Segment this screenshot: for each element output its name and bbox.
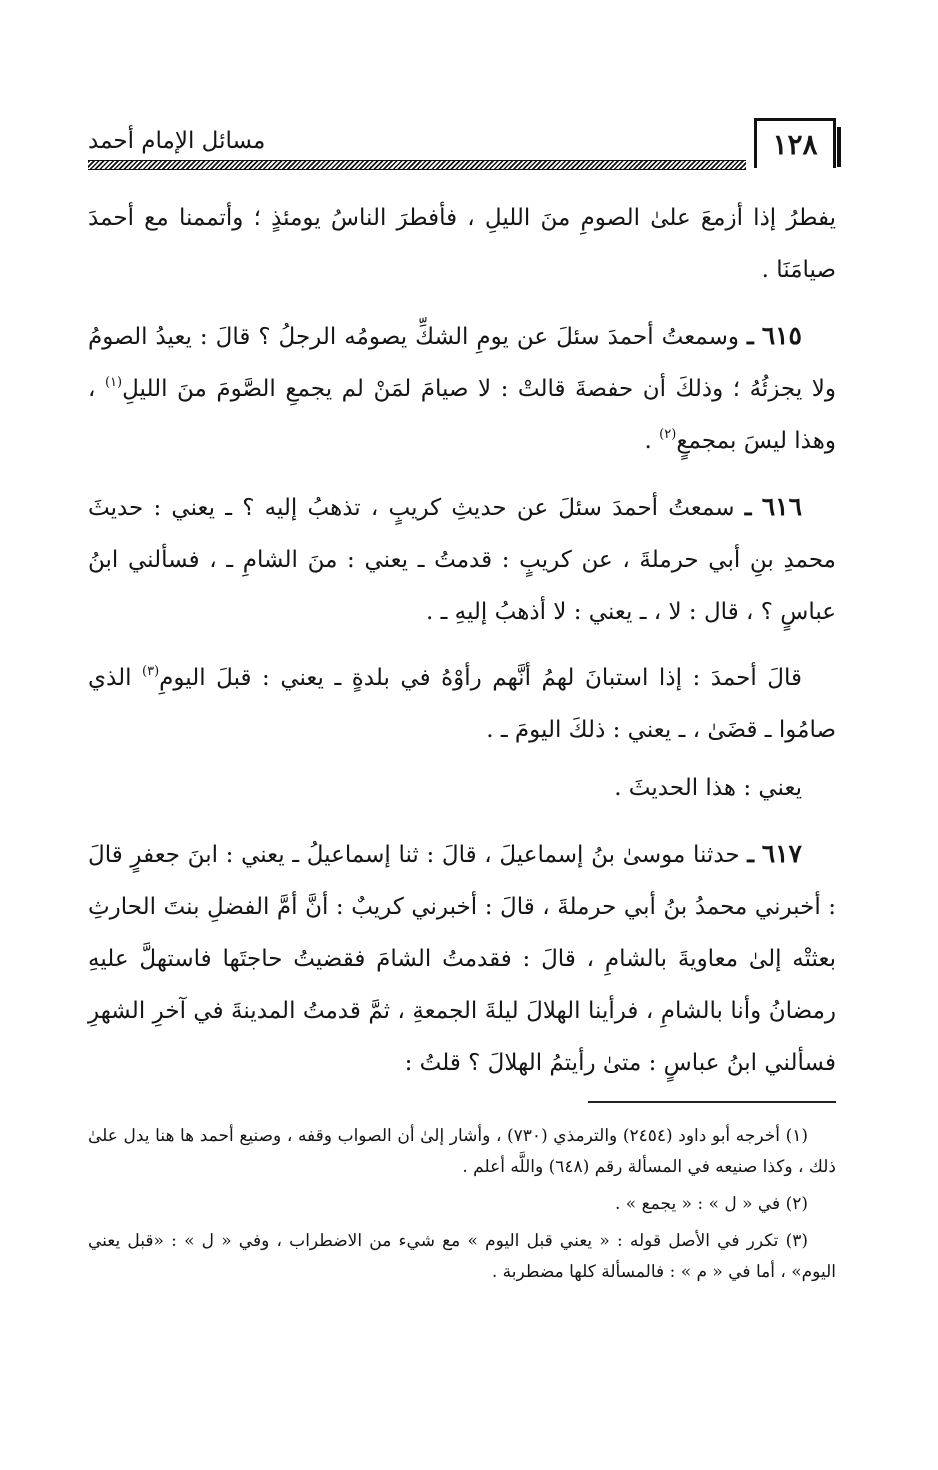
issue-number: ٦١٧ [761,839,802,868]
ahmad-statement [88,652,836,756]
issue-616 [88,481,836,638]
opening-paragraph: يفطرُ إذا أزمعَ علىٰ الصومِ منَ الليلِ ، فأفطرَ الناسُ يومئذٍ ؛ وأتممنا مع أحمدَ صيامَنَا . [88,205,836,283]
footnote-ref-2[interactable]: (٢) [659,427,677,442]
footnote-ref-3[interactable]: (٣) [142,664,160,679]
footnote-separator [588,1101,836,1103]
footnote-ref-1[interactable]: (١) [104,375,123,390]
footnote-2: (٢) في « ل » : « يجمع » . [614,1194,808,1214]
yani-line: يعني : هذا الحديثَ . [614,775,802,801]
header-divider [88,160,746,170]
footnote-3: (٣) تكرر في الأصل قوله : « يعني قبل اليوم » مع شيء من الاضطراب ، وفي « ل » : «قبل يعني اليوم» ، أما في « م » : فالمسألة كلها مضطربة . [88,1231,836,1282]
statement-text: الذي صامُوا ـ قضَىٰ ، ـ يعني : ذلكَ اليومَ ـ . [88,665,836,743]
issue-615 [88,310,836,467]
page-number: ١٢٨ [754,118,836,168]
book-title: مسائل الإمام أحمد [88,128,266,154]
issue-text-end: . [644,428,660,454]
page-header [88,118,836,170]
issue-dash: ـ [747,841,755,868]
main-text [88,192,836,1103]
issue-number: ٦١٥ [761,321,802,350]
issue-617 [88,828,836,1089]
issue-text: وسمعتُ أحمدَ سئلَ عن يومِ الشكِّ يصومُه الرجلُ ؟ قالَ : يعيدُ الصومُ ولا يجزئُهُ ؛ وذلكَ أن حفصةَ قالتْ : لا صيامَ لمَنْ لم يجمعِ الصَّومَ منَ الليلِ [88,324,837,402]
issue-text: حدثنا موسىٰ بنُ إسماعيلَ ، قالَ : ثنا إسماعيلُ ـ يعني : ابنَ جعفرٍ قالَ : أخبرني محمدُ بنُ أبي حرملةَ ، قالَ : أخبرني كريبٌ : أنَّ أمَّ الفضلِ بنتَ الحارثِ بعثتْه إلىٰ معاويةَ بالشامِ ، قالَ : فقدمتُ الشامَ فقضيتُ حاجتَها فاستهلَّ عليهِ رمضانُ وأنا بالشامِ ، فرأينا الهلالَ ليلةَ الجمعةِ ، ثمَّ قدمتُ المدينةَ في آخرِ الشهرِ فسألني ابنُ عباسٍ : متىٰ رأيتمُ الهلالَ ؟ قلتُ : [88,842,836,1076]
issue-text: ، وهذا ليسَ بمجمعٍ [88,376,836,454]
statement-text: قالَ أحمدَ : إذا استبانَ لهمُ أنَّهم رأوْهُ في بلدةٍ ـ يعني : قبلَ اليومِ [159,665,802,691]
issue-dash: ـ [746,323,754,350]
issue-number: ٦١٦ [761,492,803,521]
issue-text: سمعتُ أحمدَ سئلَ عن حديثِ كريبٍ ، تذهبُ إليه ؟ ـ يعني : حديثَ محمدِ بنِ أبي حرملةَ ، عن كريبٍ : قدمتُ ـ يعني : منَ الشامِ ـ ، فسألني ابنُ عباسٍ ؟ ، قال : لا ، ـ يعني : لا أذهبُ إليهِ ـ . [88,495,836,625]
footnotes [88,1121,836,1294]
issue-dash: ـ [744,494,752,521]
footnote-1: (١) أخرجه أبو داود (٢٤٥٤) والترمذي (٧٣٠) ، وأشار إلىٰ أن الصواب وقفه ، وصنيع أحمد ها هنا يدل علىٰ ذلك ، وكذا صنيعه في المسألة رقم (٦٤٨) واللَّه أعلم . [88,1126,836,1177]
